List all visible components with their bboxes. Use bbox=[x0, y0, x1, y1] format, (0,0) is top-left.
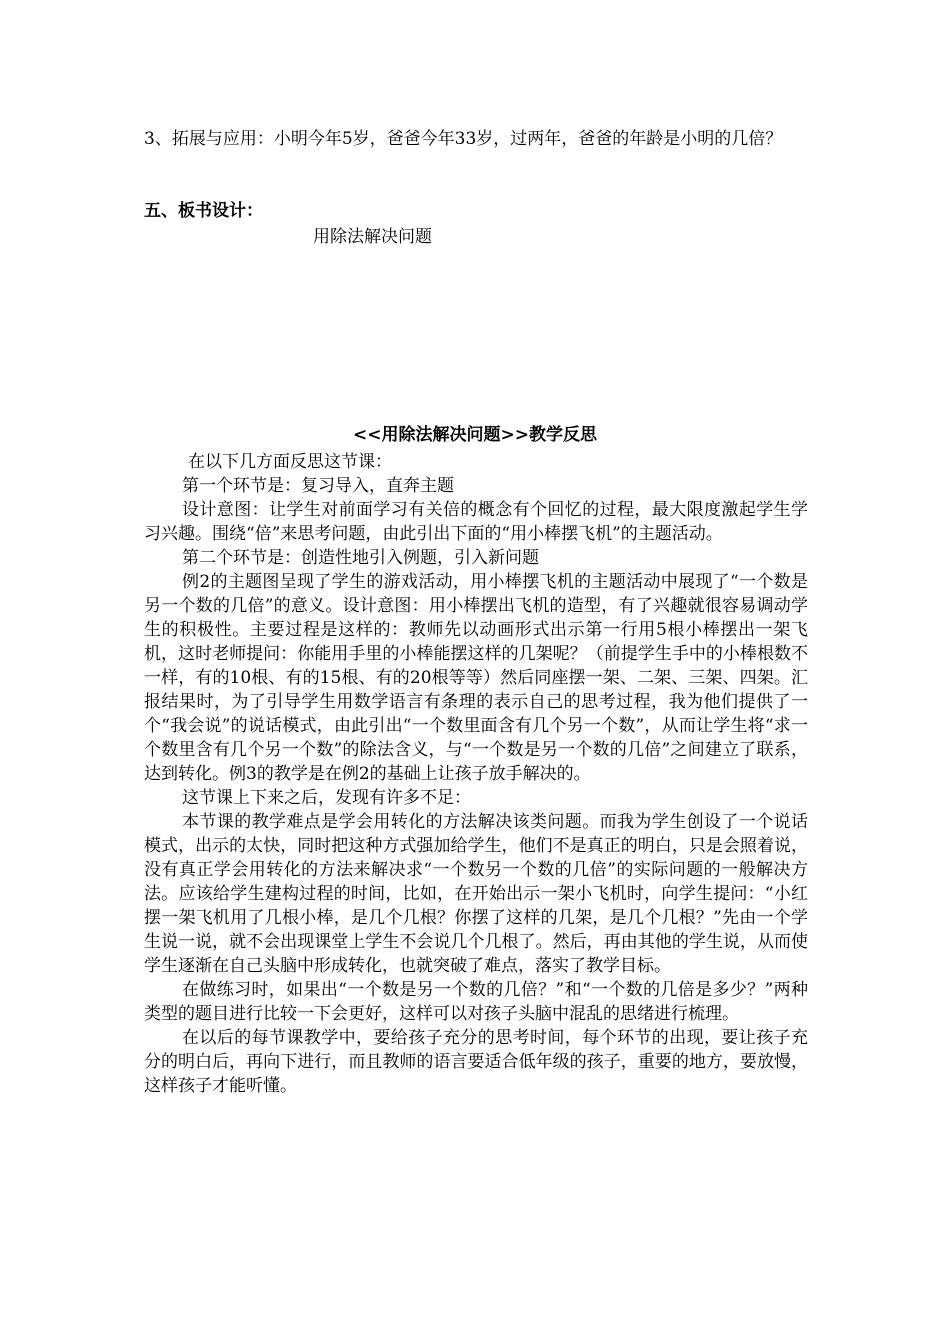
board-design-heading: 五、板书设计： bbox=[144, 201, 263, 221]
reflection-body bbox=[144, 450, 808, 1098]
reflection-paragraph: 在做练习时，如果出“一个数是另一个数的几倍？”和“一个数的几倍是多少？”两种类型的题目进行比较一下会更好，这样可以对孩子头脑中混乱的思绪进行梳理。 bbox=[144, 980, 808, 1024]
reflection-paragraph: 第一个环节是：复习导入，直奔主题 bbox=[182, 476, 454, 496]
reflection-paragraph: 在以下几方面反思这节课： bbox=[188, 452, 392, 472]
reflection-title: <<用除法解决问题>>教学反思 bbox=[353, 425, 597, 445]
reflection-paragraph: 本节课的教学难点是学会用转化的方法解决该类问题。而我为学生创设了一个说话模式，出示的太快，同时把这种方式强加给学生，他们不是真正的明白，只是会照着说，没有真正学会用转化的方法来解决求“一个数另一个数的几倍”的实际问题的一般解决方法。应该给学生建构过程的时间，比如，在开始出示一架小飞机时，向学生提问：“小红摆一架飞机用了几根小棒，是几个几根？你摆了这样的几架，是几个几根？”先由一个学生说一说，就不会出现课堂上学生不会说几个几根了。然后，再由其他的学生说，从而使学生逐渐在自己头脑中形成转化，也就突破了难点，落实了教学目标。 bbox=[144, 812, 808, 976]
reflection-paragraph: 这节课上下来之后，发现有许多不足： bbox=[182, 788, 471, 808]
reflection-paragraph: 设计意图：让学生对前面学习有关倍的概念有个回忆的过程，最大限度激起学生学习兴趣。围绕“倍”来思考问题，由此引出下面的“用小棒摆飞机”的主题活动。 bbox=[144, 500, 808, 544]
board-design-title: 用除法解决问题 bbox=[313, 227, 432, 247]
reflection-paragraph: 在以后的每节课教学中，要给孩子充分的思考时间，每个环节的出现，要让孩子充分的明白后，再向下进行，而且教师的语言要适合低年级的孩子，重要的地方，要放慢，这样孩子才能听懂。 bbox=[144, 1028, 808, 1096]
reflection-paragraph: 例2的主题图呈现了学生的游戏活动，用小棒摆飞机的主题活动中展现了“一个数是另一个数的几倍”的意义。设计意图：用小棒摆出飞机的造型，有了兴趣就很容易调动学生的积极性。主要过程是这样的：教师先以动画形式出示第一行用5根小棒摆出一架飞机，这时老师提问：你能用手里的小棒能摆这样的几架呢？（前提学生手中的小棒根数不一样，有的10根、有的15根、有的20根等等）然后同座摆一架、二架、三架、四架。汇报结果时，为了引导学生用数学语言有条理的表示自己的思考过程，我为他们提供了一个“我会说”的说话模式，由此引出“一个数里面含有几个另一个数”，从而让学生将“求一个数里含有几个另一个数”的除法含义，与“一个数是另一个数的几倍”之间建立了联系，达到转化。例3的教学是在例2的基础上让孩子放手解决的。 bbox=[144, 572, 808, 784]
extension-question-text: 3、拓展与应用：小明今年5岁，爸爸今年33岁，过两年，爸爸的年龄是小明的几倍？ bbox=[144, 129, 783, 149]
extension-question bbox=[144, 127, 808, 151]
reflection-paragraph: 第二个环节是：创造性地引入例题，引入新问题 bbox=[182, 548, 539, 568]
